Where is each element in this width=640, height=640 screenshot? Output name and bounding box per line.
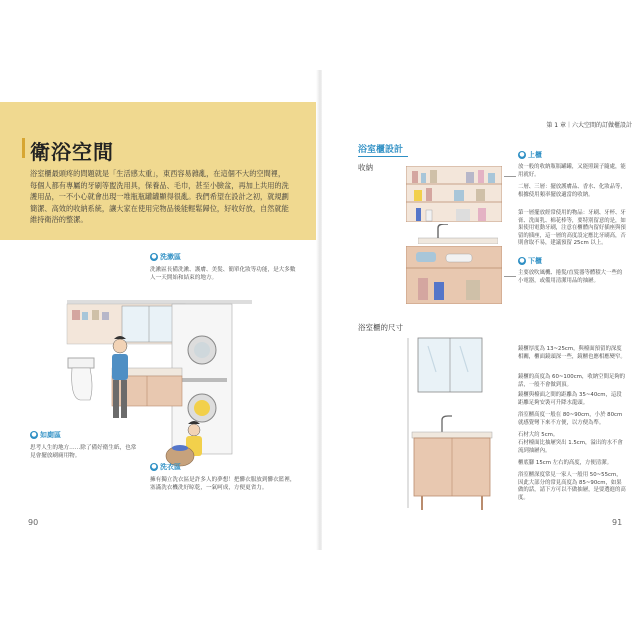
- pin-icon: ●: [151, 253, 157, 260]
- size-note-mirror-depth: 鏡櫃厚度為 13~25cm，與檯面預留的深度相關，櫃面鏡頭深一些，鏡櫃也應相應變窄。: [518, 346, 626, 360]
- upper-note-1: 放一般的收納瓶瓶罐罐，又能照鏡子隨處，能用就好。: [518, 164, 626, 178]
- book-spread: [0, 70, 640, 550]
- upper-note-3: 第一層擺放經常使用的物品：牙刷、牙杯、牙膏、洗面乳、棉花棒等，要特別留意的是，如果使用電動牙刷，注意在櫃體內留好插座與預留的插座，這一層的高度設定應比牙刷高，否則會取不易，建議預留 25cm 以上。: [518, 210, 626, 247]
- leader-line: [504, 176, 516, 177]
- faucet-illustration: [418, 224, 498, 244]
- upper-cabinet-illustration: [406, 166, 502, 222]
- chapter-header: 第 1 章｜六大空間的訂做櫃設計: [546, 122, 632, 129]
- lower-cabinet-illustration: [406, 246, 502, 304]
- toilet-zone-note: 思考人生的地方……除了備好衛生紙，也常見會擺放刷廁用物。: [30, 445, 137, 459]
- wash-zone-callout: [150, 252, 300, 282]
- size-note-stone: 石材大約 5cm。: [518, 432, 559, 438]
- upper-cabinet-label: ● 上櫃: [519, 151, 542, 159]
- size-note-base: 櫃底腳 15cm 左右的高度，方便清潔。: [518, 460, 612, 466]
- section-underline: [358, 156, 408, 157]
- toilet-zone-label: ● 如廁區: [31, 431, 61, 439]
- wash-zone-note: 洗漱區長備洗漱、護膚、美髮、簡單化妝等功能，是大多數人一天開始和結束的地方。: [150, 267, 296, 281]
- upper-cabinet-callout: [518, 150, 542, 160]
- toilet-zone-callout: [30, 430, 140, 460]
- right-page: [322, 70, 640, 550]
- size-note-cabinet-height: 浴室櫃高度一般在 80~90cm，小於 80cm 就感覺彎下來不方便，以方便為準。: [518, 412, 623, 426]
- laundry-zone-callout: [150, 462, 300, 492]
- lower-cabinet-callout: [518, 256, 542, 266]
- size-note-mirror-gap: 鏡櫃與檯面之間的距離為 35~40cm，這段距離足夠安裝可升降水龍頭。: [518, 392, 622, 406]
- storage-subtitle: 收納: [358, 163, 373, 172]
- laundry-zone-label: ● 洗衣區: [151, 463, 181, 471]
- size-subtitle: 浴室櫃的尺寸: [358, 323, 403, 332]
- leader-line: [504, 276, 516, 277]
- lower-cabinet-label: ● 下櫃: [519, 257, 542, 265]
- page-number-left: 90: [28, 518, 39, 527]
- size-note-overhang: 石材檯面比抽屜突出 1.5cm，溢出的水不會流到抽屜內。: [518, 440, 623, 454]
- pin-icon: ●: [519, 257, 525, 264]
- page-number-right: 91: [612, 518, 623, 527]
- pin-icon: ●: [31, 431, 37, 438]
- laundry-zone-note: 擁有獨立洗衣區是許多人的夢想！把髒衣服放到髒衣籃裡，塞滿洗衣機洗好晾乾，一氣呵成，方便更省力。: [150, 477, 296, 491]
- pin-icon: ●: [519, 151, 525, 158]
- left-page: [0, 70, 318, 550]
- title-accent-bar: [22, 138, 25, 158]
- wash-zone-label: ● 洗漱區: [151, 253, 181, 261]
- pin-icon: ●: [151, 463, 157, 470]
- upper-note-2: 二層、三層：擺放護膚品、香水、化妝品等，根據使用頻率擺放適當的收納。: [518, 184, 626, 198]
- page-title: 衛浴空間: [30, 140, 114, 164]
- size-note-depth: 浴室櫃深度常見一家人一般用 50~55cm，因此大部分的常見高度為 85~90cm，如果做的話，請下方可以不做抽屜，是要選進的高度。: [518, 472, 626, 501]
- intro-paragraph: 浴室櫃最頭疼的問題就是「生活感太重」，東西容易雜亂，在這個不大的空間裡，每個人都有專屬的牙刷等盥洗用具，保養品、毛巾，甚至小臉盆，再加上共用的洗護用品，一不小心就會出現一堆瓶瓶罐罐顯得很亂。我們希望在設計之初，就規劃簡潔、高效的收納系統，讓大家在使用完物品後能輕鬆歸位，好收好放，自然就能維持衛浴的整潔。: [30, 169, 289, 224]
- cabinet-size-diagram: [402, 332, 502, 514]
- size-note-mirror-height: 鏡櫃的高度為 60~100cm，收納空間足夠的話，一般不會做到頂。: [518, 374, 626, 388]
- lower-note-1: 主要放吹風機、捲髮/直髮器等體積大一些的小電器，或備用清潔用品的抽屜。: [518, 270, 623, 284]
- section-title: 浴室櫃設計: [358, 145, 404, 155]
